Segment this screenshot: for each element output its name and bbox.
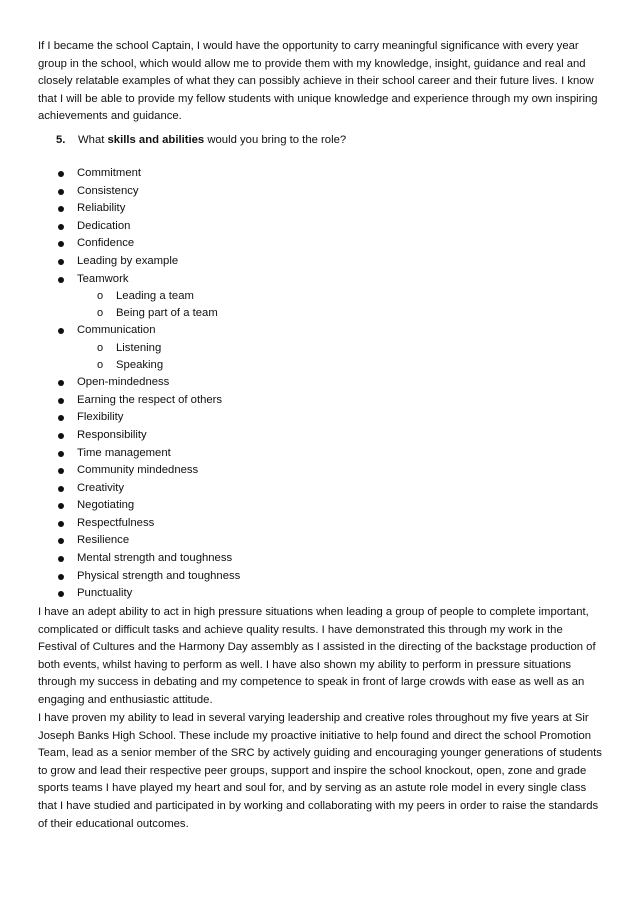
bullet-icon [58, 328, 64, 334]
skill-item [58, 392, 578, 410]
intro-paragraph: If I became the school Captain, I would have the opportunity to carry meaningful significance with every year group in the school, which would allow me to provide them with my knowledge, insight, guidance and real and closely relatable examples of what they can possibly achieve in their school career and their future lives. I know that I will be able to provide my fellow students with unique knowledge and experience through my own inspiring achievements and guidance. [38, 40, 598, 123]
skill-item [58, 532, 578, 550]
sub-skill-label: Being part of a team [116, 307, 218, 320]
skill-item [58, 218, 578, 236]
bullet-icon [58, 556, 64, 562]
question-prefix: What [78, 134, 108, 146]
leadership-paragraph: I have proven my ability to lead in several varying leadership and creative roles throughout my five years at Sir Joseph Banks High School. These include my proactive initiative to help found and direct the school Promotion Team, lead as a senior member of the SRC by actively guiding and encouraging younger generations of students to grow and lead their respective peer groups, support and inspire the school knockout, open, zone and grade sports teams I have played my heart and soul for, and by serving as an astute role model in every single class that I have studied and participated in by working and collaborating with my peers in order to raise the standards of their educational outcomes. [38, 712, 602, 830]
bullet-icon [58, 486, 64, 492]
pressure-paragraph: I have an adept ability to act in high pressure situations when leading a group of people to complete important, complicated or difficult tasks and achieve quality results. I have demonstrated this through my work in the Festival of Cultures and the Harmony Day assembly as I assisted in the directing of the backstage production of both events, whilst having to perform as well. I have also shown my ability to perform in pressure situations through my success in debating and my competence to speak in front of large crowds with ease as well as an engaging and enthusiastic attitude. [38, 606, 596, 706]
bullet-icon [58, 398, 64, 404]
skill-label: Flexibility [77, 411, 124, 424]
skill-label: Resilience [77, 534, 130, 547]
sub-skill-item [58, 288, 578, 305]
skill-item [58, 322, 578, 340]
skill-label: Dedication [77, 219, 131, 232]
skill-item [58, 165, 578, 183]
skill-label: Creativity [77, 481, 125, 494]
skill-item [58, 445, 578, 463]
skill-item [58, 568, 578, 586]
skill-label: Community mindedness [77, 464, 199, 477]
skill-label: Respectfulness [77, 516, 155, 529]
skill-label: Communication [77, 324, 156, 337]
question-number: 5. [56, 134, 66, 146]
sub-skill-label: Listening [116, 341, 162, 354]
bullet-icon [58, 468, 64, 474]
bullet-icon [58, 189, 64, 195]
sub-skill-label: Speaking [116, 359, 164, 372]
skills-list [58, 165, 578, 603]
skill-item [58, 427, 578, 445]
sub-skill-item [58, 357, 578, 374]
skill-item [58, 515, 578, 533]
skill-label: Teamwork [77, 272, 129, 285]
skill-item [58, 200, 578, 218]
bullet-icon [58, 451, 64, 457]
skill-item [58, 462, 578, 480]
skill-item [58, 374, 578, 392]
skill-item [58, 409, 578, 427]
bullet-icon [58, 521, 64, 527]
skill-label: Open-mindedness [77, 376, 170, 389]
skill-label: Consistency [77, 184, 139, 197]
skill-item [58, 480, 578, 498]
bullet-icon [58, 538, 64, 544]
bullet-icon [58, 415, 64, 421]
bullet-icon [58, 206, 64, 212]
skill-item [58, 585, 578, 603]
skill-item [58, 235, 578, 253]
bullet-icon [58, 591, 64, 597]
skill-label: Punctuality [77, 587, 133, 600]
bullet-icon [58, 433, 64, 439]
skill-label: Time management [77, 446, 171, 459]
skill-label: Negotiating [77, 499, 135, 512]
bullet-icon [58, 380, 64, 386]
bullet-icon [58, 259, 64, 265]
sub-skill-item [58, 340, 578, 357]
skill-label: Leading by example [77, 254, 179, 267]
skill-label: Confidence [77, 237, 135, 250]
bullet-icon [58, 241, 64, 247]
bullet-icon [58, 503, 64, 509]
bullet-icon [58, 224, 64, 230]
bullet-icon [58, 171, 64, 177]
hollow-bullet-icon: o [97, 359, 104, 372]
question-suffix: would you bring to the role? [204, 134, 347, 146]
skill-item [58, 271, 578, 289]
skill-label: Reliability [77, 202, 126, 215]
skill-label: Commitment [77, 167, 142, 179]
skill-item [58, 253, 578, 271]
skill-label: Responsibility [77, 428, 147, 441]
bullet-icon [58, 277, 64, 283]
skill-label: Mental strength and toughness [77, 552, 233, 565]
skill-item [58, 497, 578, 515]
hollow-bullet-icon: o [97, 290, 104, 303]
question-5 [56, 132, 596, 148]
hollow-bullet-icon: o [97, 341, 104, 354]
sub-skill-label: Leading a team [116, 290, 194, 303]
question-bold: skills and abilities [107, 134, 205, 146]
hollow-bullet-icon: o [97, 307, 104, 320]
skill-label: Earning the respect of others [77, 393, 223, 406]
skill-label: Physical strength and toughness [77, 569, 241, 582]
sub-skill-item [58, 305, 578, 322]
skill-item [58, 550, 578, 568]
bullet-icon [58, 574, 64, 580]
skill-item [58, 183, 578, 201]
